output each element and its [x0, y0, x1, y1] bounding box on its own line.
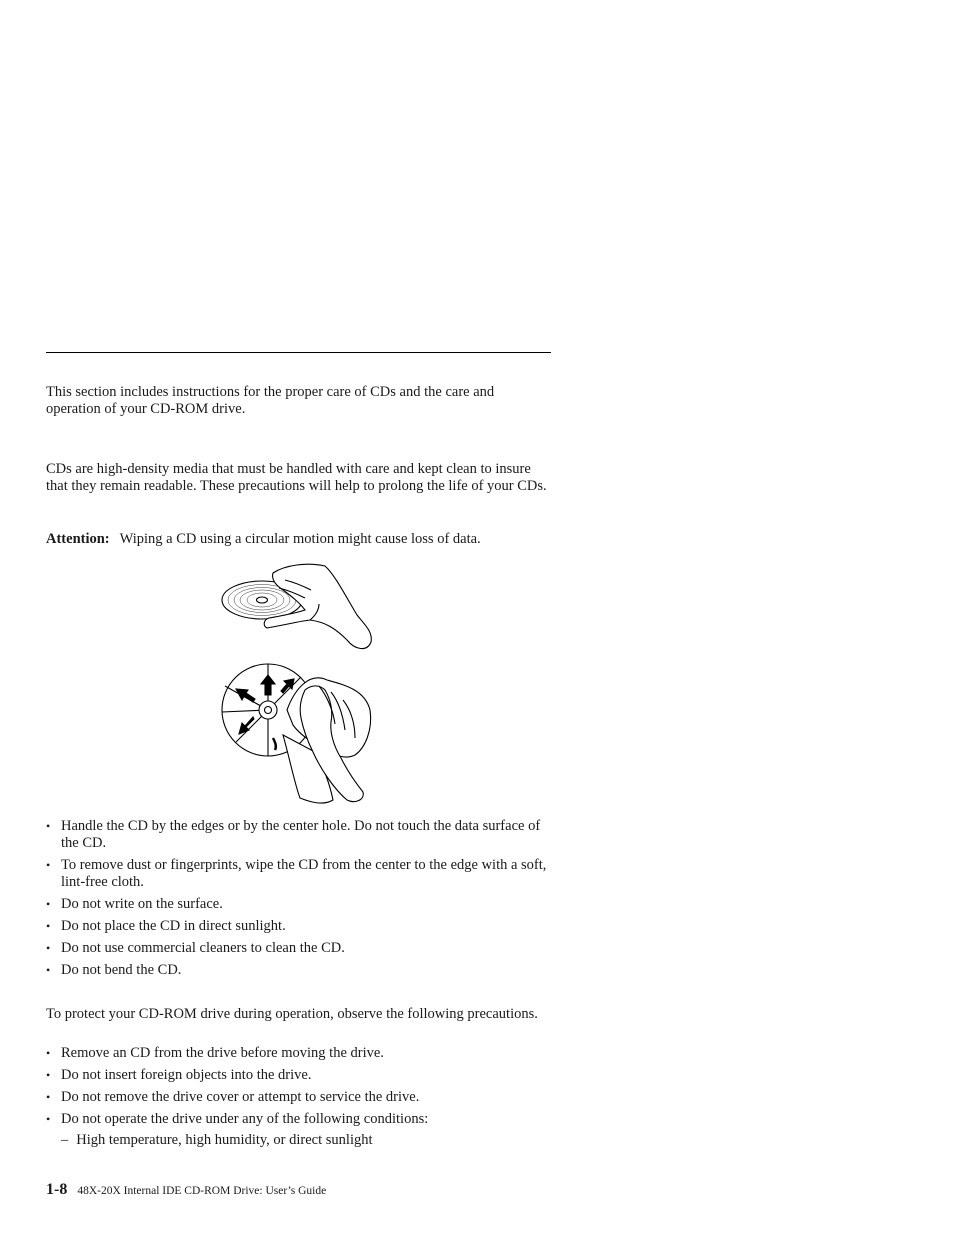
list-item: • To remove dust or fingerprints, wipe the CD from the center to the edge with a soft, lint-free cloth. — [46, 857, 551, 891]
hand-holding-cd-drawing — [222, 564, 371, 648]
list-item: • Do not insert foreign objects into the drive. — [46, 1067, 551, 1084]
condition-text: High temperature, high humidity, or direct sunlight — [76, 1132, 373, 1148]
cd-wiping-drawing — [222, 664, 371, 803]
section-divider — [46, 352, 551, 353]
dash-marker: – — [61, 1132, 69, 1148]
drive-care-paragraph: To protect your CD-ROM drive during operation, observe the following precautions. — [46, 1006, 538, 1022]
attention-label: Attention: — [46, 531, 110, 547]
attention-notice — [46, 531, 551, 548]
list-item: • Do not operate the drive under any of the following conditions: — [46, 1111, 551, 1128]
page-footer — [46, 1181, 326, 1199]
cd-care-list — [46, 818, 551, 984]
drive-care-list — [46, 1045, 551, 1133]
list-item: • Do not write on the surface. — [46, 896, 551, 913]
list-item: • Do not use commercial cleaners to clean the CD. — [46, 940, 551, 957]
list-item: • Remove an CD from the drive before moving the drive. — [46, 1045, 551, 1062]
list-item: • Handle the CD by the edges or by the center hole. Do not touch the data surface of the CD. — [46, 818, 551, 852]
condition-sub-item — [61, 1132, 373, 1149]
list-item: • Do not place the CD in direct sunlight. — [46, 918, 551, 935]
list-item: • Do not remove the drive cover or attempt to service the drive. — [46, 1089, 551, 1106]
list-item: • Do not bend the CD. — [46, 962, 551, 979]
attention-text: Wiping a CD using a circular motion might cause loss of data. — [119, 531, 481, 547]
page-number: 1-8 — [46, 1181, 68, 1198]
intro-paragraph: This section includes instructions for the proper care of CDs and the care and operation of your CD-ROM drive. — [46, 384, 495, 417]
cd-care-paragraph: CDs are high-density media that must be handled with care and kept clean to insure that they remain readable. These precautions will help to prolong the life of your CDs. — [46, 461, 547, 494]
cd-handling-illustration — [215, 560, 380, 810]
footer-title: 48X-20X Internal IDE CD-ROM Drive: User’s Guide — [77, 1185, 327, 1197]
